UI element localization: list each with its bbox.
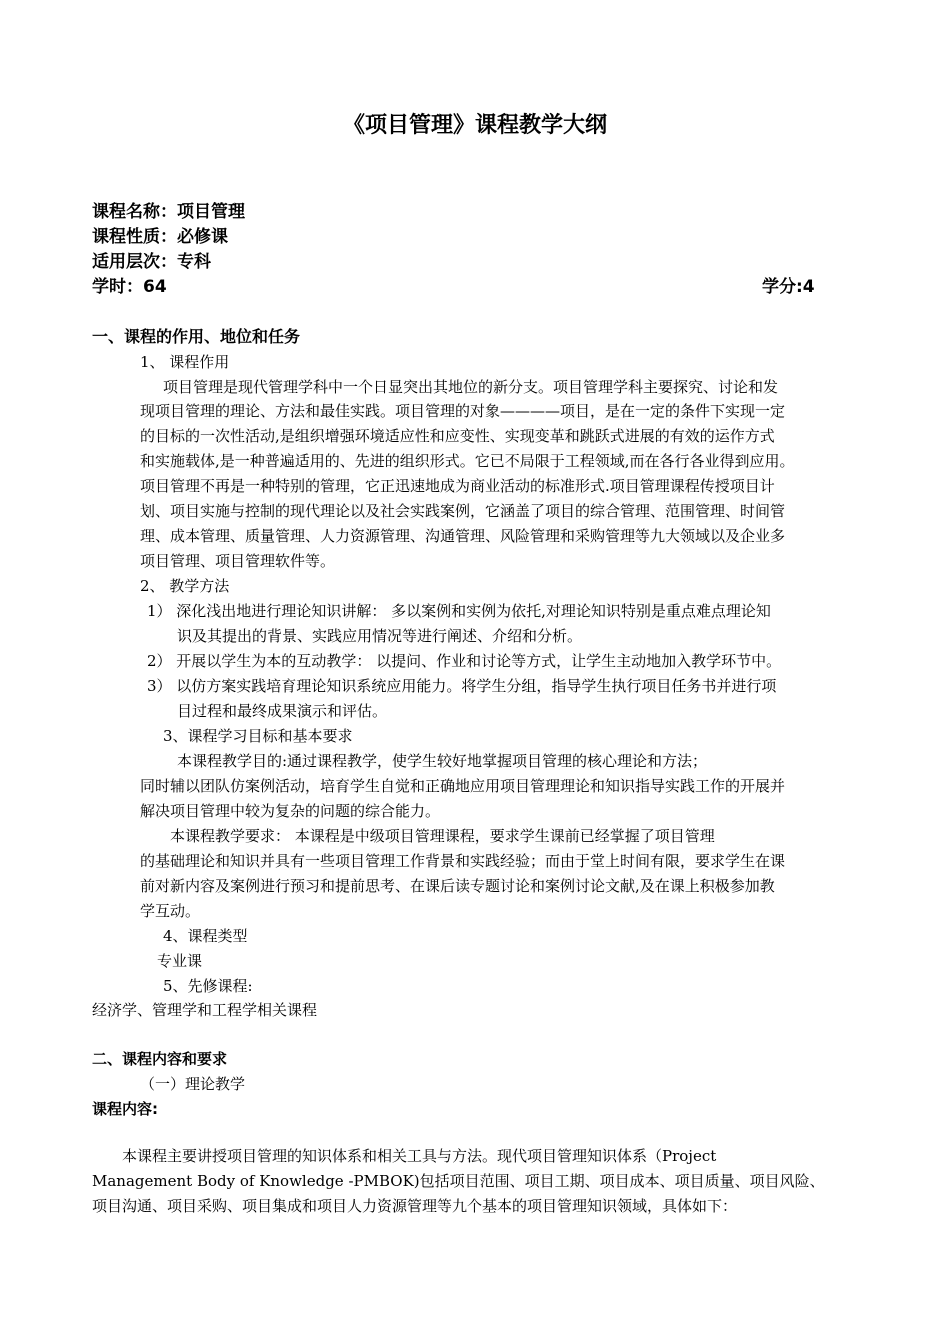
sub2-heading: 2、 教学方法 — [140, 577, 230, 595]
paragraph-line: 项目管理、项目管理软件等。 — [140, 552, 336, 570]
paragraph-line: 的目标的一次性活动,是组织增强环境适应性和应变性、实现变革和跳跃式进展的有效的运作方式 — [140, 427, 775, 445]
paragraph-line: 项目管理不再是一种特别的管理，它正迅速地成为商业活动的标准形式.项目管理课程传授项目计 — [140, 477, 775, 495]
section2-heading: 二、课程内容和要求 — [92, 1050, 228, 1068]
content-line: 本课程主要讲授项目管理的知识体系和相关工具与方法。现代项目管理知识体系（Project — [122, 1147, 717, 1165]
method-1-line: 1） 深化浅出地进行理论知识讲解： 多以案例和实例为依托,对理论知识特别是重点难点理论知 — [147, 602, 771, 620]
sub5-value: 经济学、管理学和工程学相关课程 — [92, 1001, 318, 1019]
requirement-line: 的基础理论和知识并具有一些项目管理工作背景和实践经验；而由于堂上时间有限，要求学生在课 — [140, 852, 786, 870]
method-3-line: 3） 以仿方案实践培育理论知识系统应用能力。将学生分组，指导学生执行项目任务书并进行项 — [147, 677, 777, 695]
section1-heading: 一、课程的作用、地位和任务 — [92, 327, 301, 346]
sub4-heading: 4、课程类型 — [163, 927, 248, 945]
sub4-value: 专业课 — [157, 952, 203, 970]
content-line: 项目沟通、项目采购、项目集成和项目人力资源管理等九个基本的项目管理知识领域，具体如下： — [92, 1197, 738, 1215]
requirement-line: 本课程教学要求： 本课程是中级项目管理课程，要求学生课前已经掌握了项目管理 — [170, 827, 715, 845]
goal-line: 解决项目管理中较为复杂的问题的综合能力。 — [140, 802, 441, 820]
method-1-line: 识及其提出的背景、实践应用情况等进行阐述、介绍和分析。 — [177, 627, 583, 645]
course-credits: 学分:4 — [762, 277, 815, 297]
content-line: Management Body of Knowledge -PMBOK)包括项目范围、项目工期、项目成本、项目质量、项目风险、 — [92, 1172, 825, 1190]
method-3-line: 目过程和最终成果演示和评估。 — [177, 702, 388, 720]
goal-line: 同时辅以团队仿案例活动，培育学生自觉和正确地应用项目管理理论和知识指导实践工作的开展并 — [140, 777, 786, 795]
paragraph-line: 划、项目实施与控制的现代理论以及社会实践案例，它涵盖了项目的综合管理、范围管理、时间管 — [140, 502, 786, 520]
requirement-line: 前对新内容及案例进行预习和提前思考、在课后读专题讨论和案例讨论文献,及在课上积极参加教 — [140, 877, 775, 895]
paragraph-line: 理、成本管理、质量管理、人力资源管理、沟通管理、风险管理和采购管理等九大领域以及企业多 — [140, 527, 786, 545]
sub5-heading: 5、先修课程: — [163, 977, 253, 995]
document-title: 《项目管理》课程教学大纲 — [342, 113, 607, 138]
course-hours: 学时：64 — [92, 277, 167, 297]
sub1-heading: 1、 课程作用 — [140, 353, 230, 371]
course-name: 课程名称：项目管理 — [92, 202, 245, 222]
paragraph-line: 现项目管理的理论、方法和最佳实践。项目管理的对象————项目，是在一定的条件下实现一定 — [140, 402, 786, 420]
content-label: 课程内容: — [92, 1100, 158, 1118]
section2-subheading: （一）理论教学 — [140, 1075, 246, 1093]
method-2-line: 2） 开展以学生为本的互动教学： 以提问、作业和讨论等方式，让学生主动地加入教学环节中。 — [147, 652, 782, 670]
goal-line: 本课程教学目的:通过课程教学，使学生较好地掌握项目管理的核心理论和方法； — [177, 752, 708, 770]
sub3-heading: 3、课程学习目标和基本要求 — [163, 727, 353, 745]
course-level: 适用层次：专科 — [92, 252, 211, 272]
course-nature: 课程性质：必修课 — [92, 227, 228, 247]
requirement-line: 学互动。 — [140, 902, 201, 920]
paragraph-line: 和实施载体,是一种普遍适用的、先进的组织形式。它已不局限于工程领域,而在各行各业得到应用。 — [140, 452, 795, 470]
paragraph-line: 项目管理是现代管理学科中一个日显突出其地位的新分支。项目管理学科主要探究、讨论和发 — [163, 378, 779, 396]
